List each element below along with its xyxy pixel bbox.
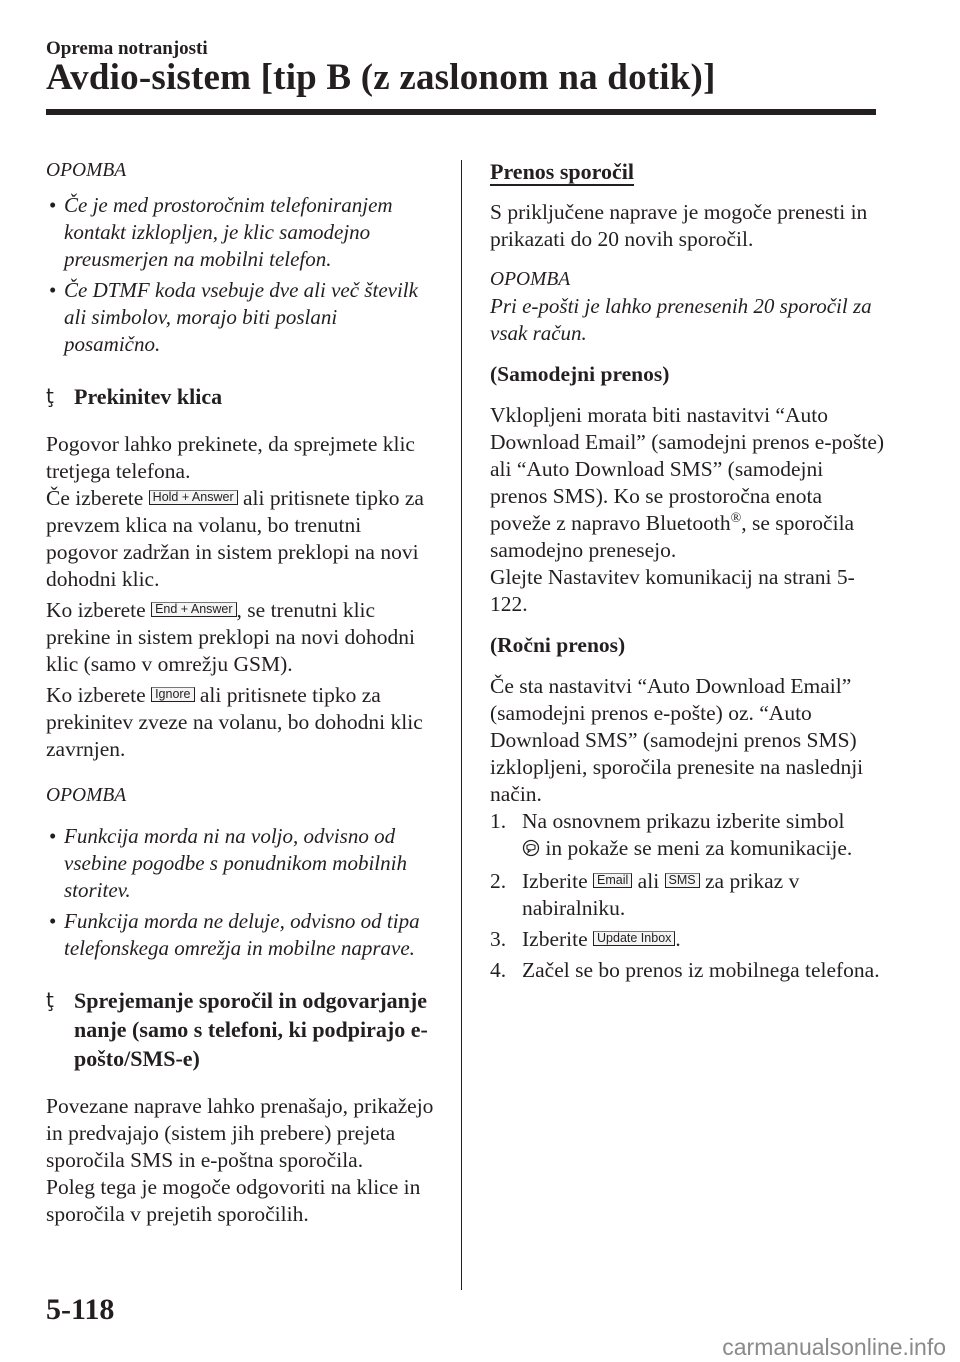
- column-divider: [461, 160, 462, 1290]
- paragraph: Poleg tega je mogoče odgovoriti na klice in sporočila v prejetih sporočilih.: [46, 1175, 421, 1226]
- step-item: 3. Izberite Update Inbox .: [490, 927, 681, 951]
- hold-answer-button-label: Hold + Answer: [149, 490, 238, 505]
- note-label: OPOMBA: [46, 785, 127, 806]
- section-heading-sprejemanje: ţ Sprejemanje sporočil in odgovarjanje nanje (samo s telefoni, ki podpirajo e-pošto/SMS-e): [46, 988, 428, 1071]
- watermark: carmanualsonline.info: [722, 1334, 946, 1360]
- header-rule: [46, 109, 876, 115]
- right-column: [490, 158, 885, 988]
- bullet-icon: •: [49, 193, 57, 217]
- ignore-button-label: Ignore: [151, 687, 194, 702]
- paragraph: Če izberete Hold + Answer ali pritisnete tipko za prevzem klica na volanu, bo trenutni pogovor zadržan in sistem preklopi na novi dohodni klic.: [46, 486, 424, 591]
- note-item: • Če je med prostoročnim telefoniranjem kontakt izklopljen, je klic samodejno preusmerjen na mobilni telefon.: [49, 193, 393, 271]
- section-marker-icon: ţ: [46, 384, 54, 408]
- subheading-samodejni: (Samodejni prenos): [490, 362, 670, 386]
- paragraph: Povezane naprave lahko prenašajo, prikažejo in predvajajo (sistem jih prebere) prejeta sporočila SMS in e-poštna sporočila.: [46, 1094, 434, 1172]
- note-item: • Če DTMF koda vsebuje dve ali več številk ali simbolov, morajo biti poslani posamično.: [49, 278, 418, 356]
- page-number: 5-118: [46, 1293, 115, 1326]
- update-inbox-button-label: Update Inbox: [593, 931, 675, 946]
- page-title: Avdio-sistem [tip B (z zaslonom na dotik)]: [46, 57, 716, 98]
- step-item: 1. Na osnovnem prikazu izberite simbol in pokaže se meni za komunikacije.: [490, 808, 885, 864]
- note-list: [46, 823, 438, 962]
- section-heading-prekinitev: ţ Prekinitev klica: [46, 384, 223, 409]
- paragraph: S priključene naprave je mogoče prenesti in prikazati do 20 novih sporočil.: [490, 200, 868, 251]
- section-name: Oprema notranjosti: [46, 38, 208, 59]
- subheading-rocni: (Ročni prenos): [490, 633, 626, 657]
- steps-list: [490, 808, 885, 984]
- note-label: OPOMBA: [46, 160, 127, 181]
- bullet-icon: •: [49, 824, 57, 848]
- note-label: OPOMBA: [490, 269, 571, 290]
- step-item: 2. Izberite Email ali SMS za prikaz v nabiralniku.: [490, 869, 800, 920]
- left-column: [46, 158, 438, 1228]
- note-item: • Funkcija morda ne deluje, odvisno od tipa telefonskega omrežja in mobilne naprave.: [49, 909, 420, 960]
- email-button-label: Email: [593, 873, 632, 888]
- section-marker-icon: ţ: [46, 988, 54, 1012]
- note-text: Pri e-pošti je lahko prenesenih 20 sporočil za vsak račun.: [490, 294, 872, 345]
- paragraph: Ko izberete Ignore ali pritisnete tipko za prekinitev zveze na volanu, bo dohodni klic zavrnjen.: [46, 683, 423, 761]
- subheading-prenos: Prenos sporočil: [490, 159, 635, 184]
- paragraph: Vklopljeni morata biti nastavitvi “Auto Download Email” (samodejni prenos e-pošte) ali “Auto Download SMS” (samodejni prenos SMS). Ko se prostoročna enota poveže z napravo Bluetooth®, se sporočila samodejno prenesejo.: [490, 403, 885, 562]
- paragraph: Pogovor lahko prekinete, da sprejmete klic tretjega telefona.: [46, 432, 415, 483]
- paragraph: Če sta nastavitvi “Auto Download Email” (samodejni prenos e-pošte) oz. “Auto Download SMS” (samodejni prenos SMS) izklopljeni, sporočila prenesite na naslednji način.: [490, 674, 864, 806]
- paragraph: Ko izberete End + Answer , se trenutni klic prekine in sistem preklopi na novi dohodni klic (samo v omrežju GSM).: [46, 598, 416, 676]
- bullet-icon: •: [49, 909, 57, 933]
- paragraph: Glejte Nastavitev komunikacij na strani 5-122.: [490, 565, 855, 616]
- note-item: • Funkcija morda ni na voljo, odvisno od vsebine pogodbe s ponudnikom mobilnih storitev.: [49, 824, 407, 902]
- step-item: 4. Začel se bo prenos iz mobilnega telefona.: [490, 958, 880, 982]
- note-list: [46, 192, 438, 358]
- bullet-icon: •: [49, 278, 57, 302]
- communication-icon: [522, 837, 540, 864]
- sms-button-label: SMS: [665, 873, 700, 888]
- end-answer-button-label: End + Answer: [151, 602, 236, 617]
